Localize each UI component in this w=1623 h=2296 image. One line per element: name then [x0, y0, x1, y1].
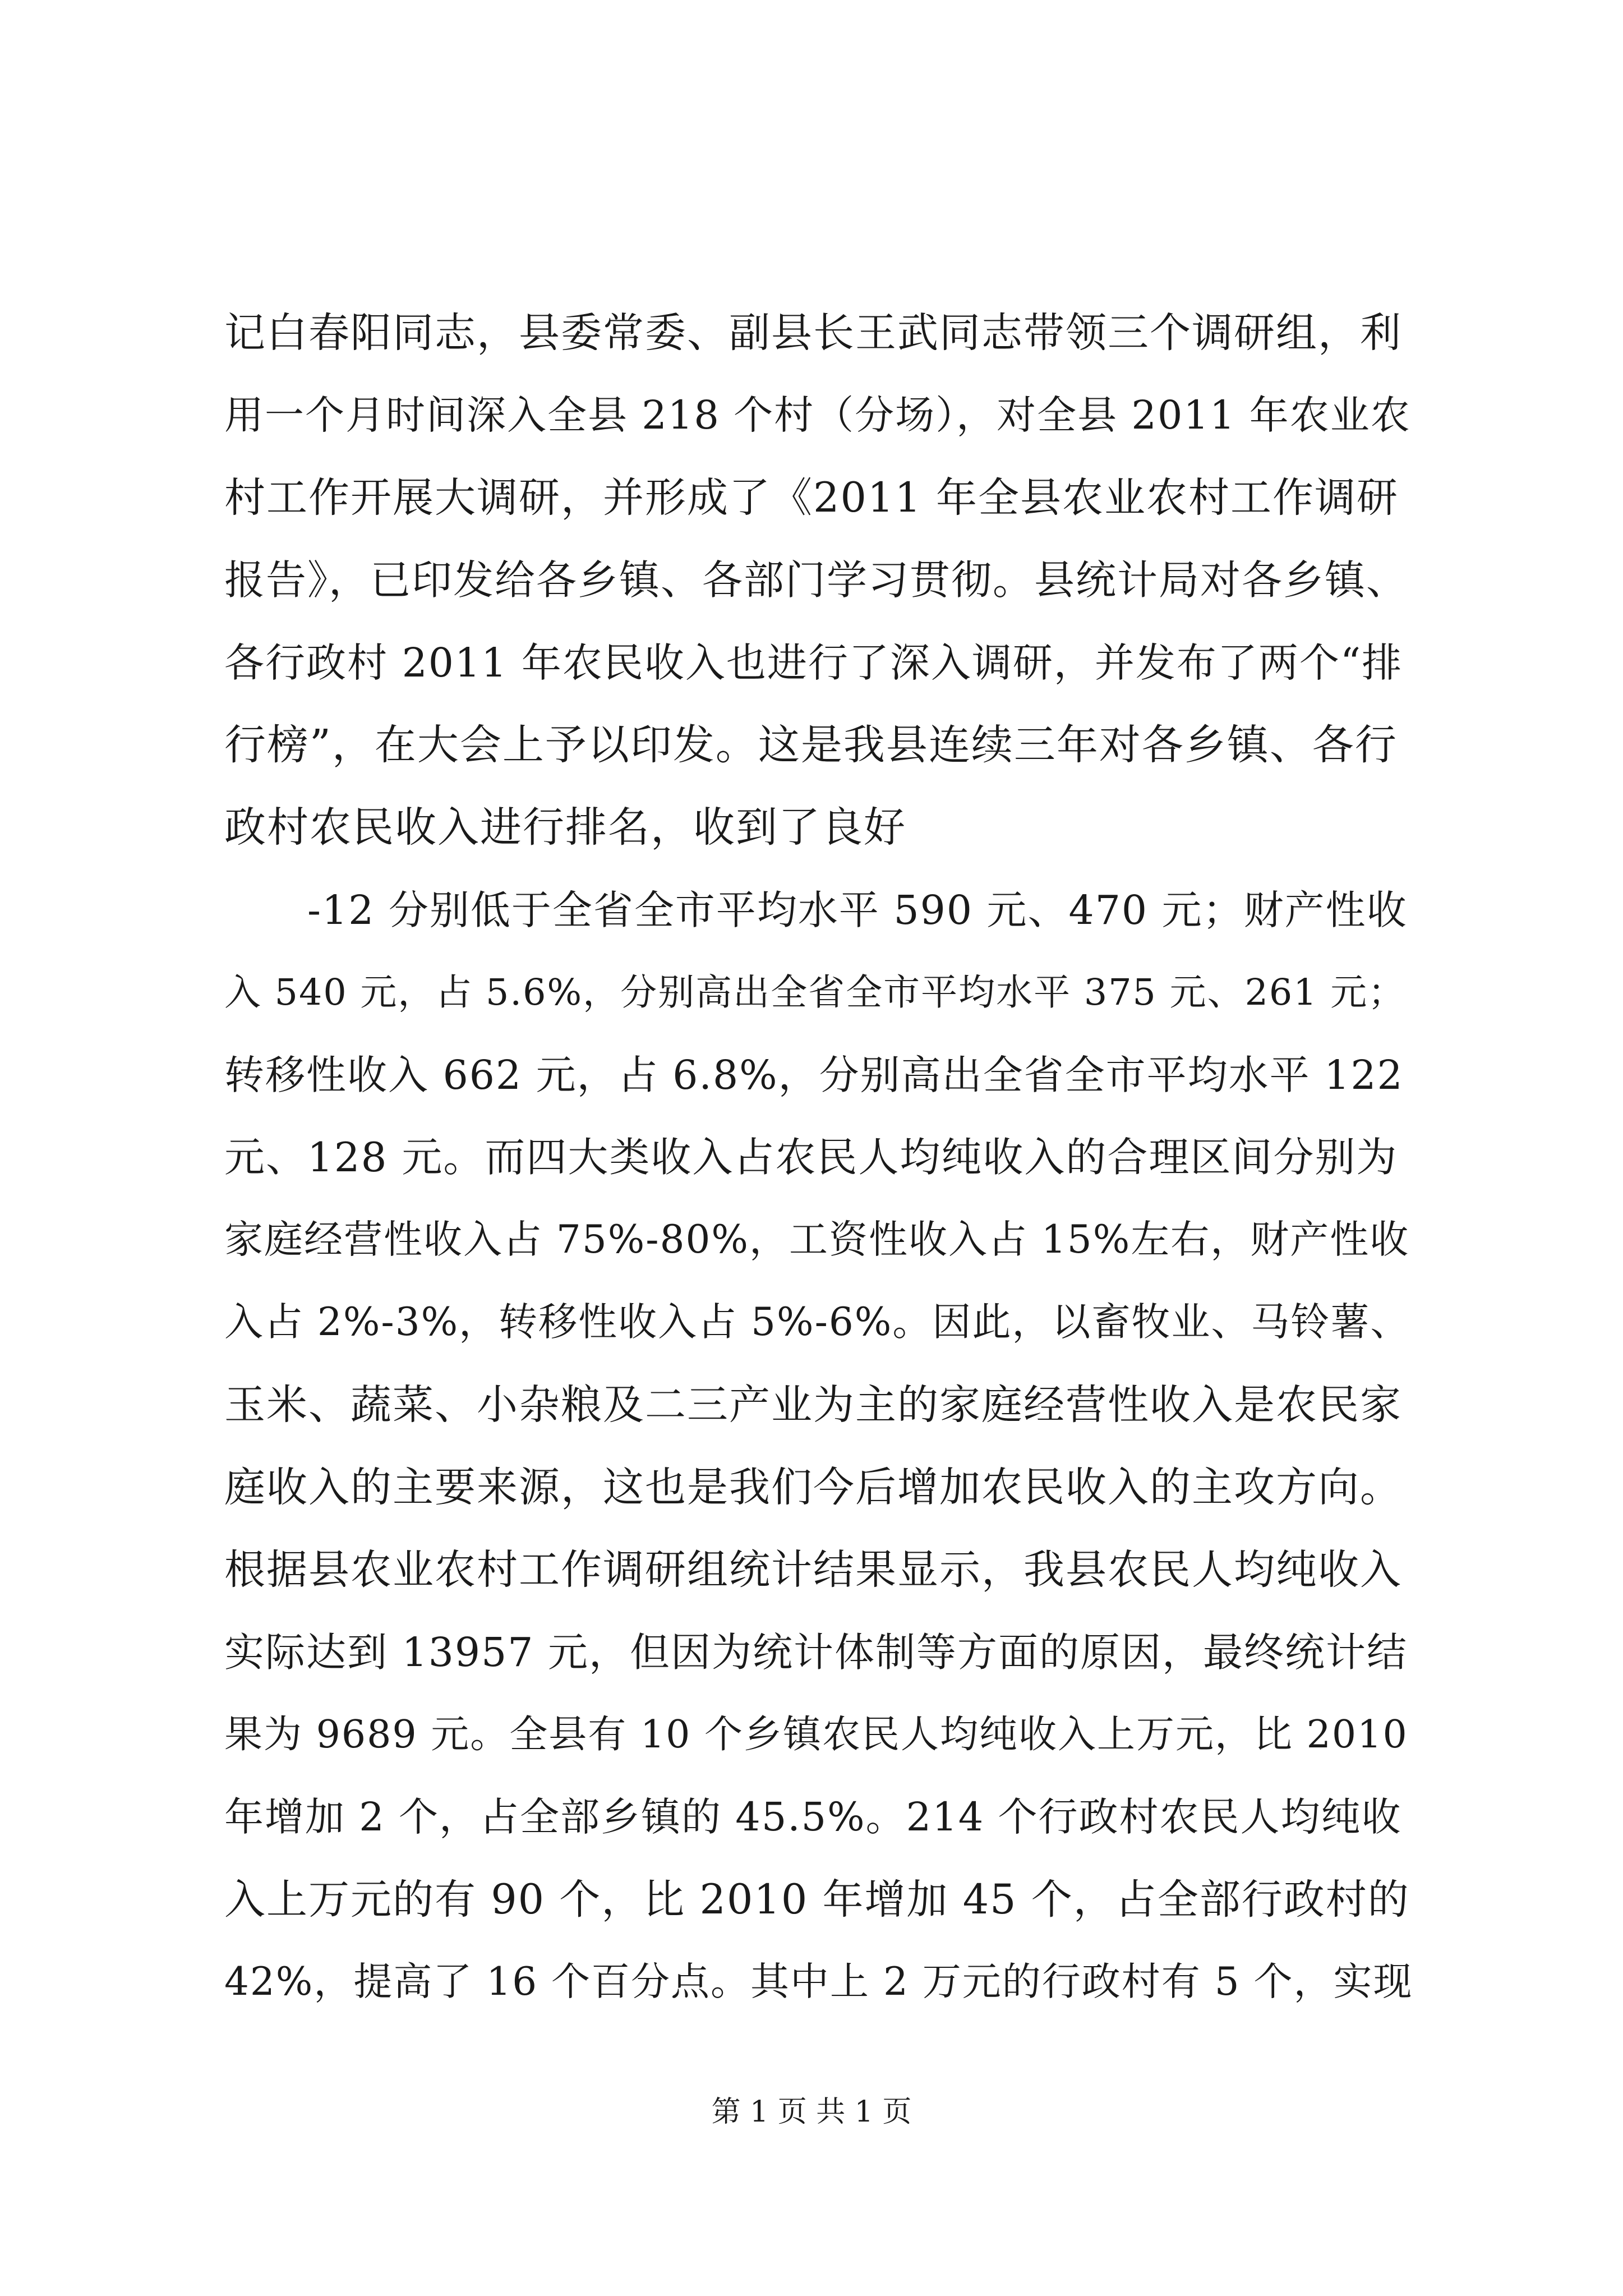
- text-line: 入上万元的有 90 个，比 2010 年增加 45 个，占全部行政村的: [224, 1876, 1410, 1924]
- text-line: 各行政村 2011 年农民收入也进行了深入调研，并发布了两个“排: [224, 639, 1403, 686]
- text-line: 元、128 元。而四大类收入占农民人均纯收入的合理区间分别为: [224, 1134, 1398, 1181]
- text-line: 果为 9689 元。全县有 10 个乡镇农民人均纯收入上万元，比 2010: [224, 1713, 1408, 1757]
- text-line: 庭收入的主要来源，这也是我们今后增加农民收入的主攻方向。: [224, 1464, 1402, 1511]
- document-body: [224, 292, 1413, 2023]
- text-line: 玉米、蔬菜、小杂粮及二三产业为主的家庭经营性收入是农民家: [224, 1381, 1402, 1429]
- text-line: 入 540 元，占 5.6%，分别高出全省全市平均水平 375 元、261 元；: [224, 972, 1406, 1014]
- text-line: 转移性收入 662 元，占 6.8%，分别高出全省全市平均水平 122: [224, 1052, 1404, 1098]
- text-line: 42%，提高了 16 个百分点。其中上 2 万元的行政村有 5 个，实现: [224, 1959, 1413, 2004]
- text-line: 用一个月时间深入全县 218 个村（分场），对全县 2011 年农业农: [224, 392, 1411, 438]
- text-line: 村工作开展大调研，并形成了《2011 年全县农业农村工作调研: [224, 474, 1399, 522]
- text-line: 政村农民收入进行排名，收到了良好: [224, 803, 906, 852]
- text-line: 实际达到 13957 元，但因为统计体制等方面的原因，最终统计结: [224, 1629, 1408, 1676]
- text-line: 入占 2%-3%，转移性收入占 5%-6%。因此，以畜牧业、马铃薯、: [224, 1300, 1410, 1345]
- text-line: 报告》，已印发给各乡镇、各部门学习贯彻。县统计局对各乡镇、: [224, 556, 1408, 604]
- text-line: 根据县农业农村工作调研组统计结果显示，我县农民人均纯收入: [224, 1546, 1402, 1594]
- text-line: 家庭经营性收入占 75%-80%，工资性收入占 15%左右，财产性收: [224, 1217, 1410, 1262]
- text-line: 年增加 2 个，占全部乡镇的 45.5%。214 个行政村农民人均纯收: [224, 1794, 1402, 1840]
- page-footer: 第 1 页 共 1 页: [711, 2095, 912, 2129]
- paragraph-start-line: -12 分别低于全省全市平均水平 590 元、470 元；财产性收: [307, 887, 1408, 933]
- text-line: 记白春阳同志，县委常委、副县长王武同志带领三个调研组，利: [224, 309, 1402, 357]
- text-line: 行榜”，在大会上予以印发。这是我县连续三年对各乡镇、各行: [224, 721, 1398, 769]
